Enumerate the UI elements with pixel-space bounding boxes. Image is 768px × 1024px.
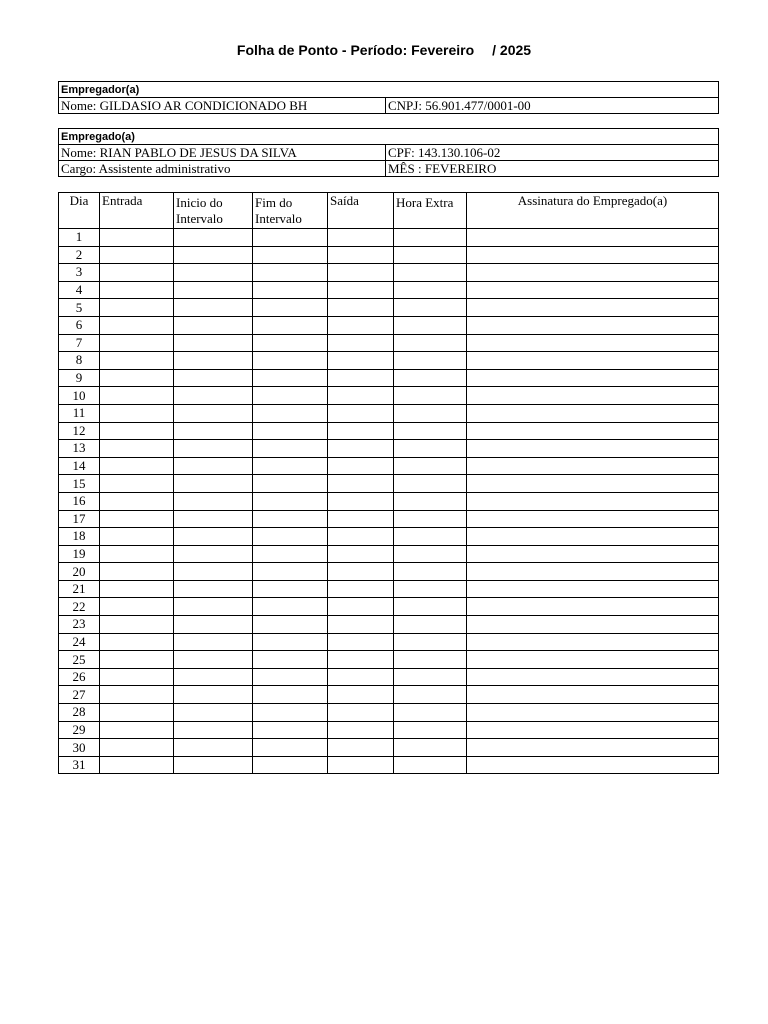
entrada-cell [100, 510, 174, 528]
fim-intervalo-cell [253, 528, 328, 546]
assinatura-cell [467, 492, 719, 510]
day-number: 1 [59, 229, 100, 247]
column-header-dia: Dia [59, 193, 100, 229]
column-header-hora-extra: Hora Extra [394, 193, 467, 229]
inicio-intervalo-cell [174, 668, 253, 686]
hora-extra-cell [394, 387, 467, 405]
fim-intervalo-cell [253, 756, 328, 774]
entrada-cell [100, 475, 174, 493]
inicio-intervalo-cell [174, 686, 253, 704]
saida-cell [328, 404, 394, 422]
table-row [59, 704, 719, 722]
timesheet-body [59, 229, 719, 774]
inicio-intervalo-cell [174, 281, 253, 299]
day-number: 15 [59, 475, 100, 493]
hora-extra-cell [394, 756, 467, 774]
day-number: 6 [59, 316, 100, 334]
day-number: 11 [59, 404, 100, 422]
inicio-intervalo-cell [174, 229, 253, 247]
entrada-cell [100, 316, 174, 334]
table-row [59, 721, 719, 739]
table-row [59, 492, 719, 510]
day-number: 23 [59, 616, 100, 634]
inicio-intervalo-cell [174, 422, 253, 440]
saida-cell [328, 528, 394, 546]
entrada-cell [100, 686, 174, 704]
assinatura-cell [467, 369, 719, 387]
hora-extra-cell [394, 264, 467, 282]
saida-cell [328, 668, 394, 686]
table-row [59, 334, 719, 352]
saida-cell [328, 422, 394, 440]
assinatura-cell [467, 580, 719, 598]
entrada-cell [100, 352, 174, 370]
day-number: 8 [59, 352, 100, 370]
day-number: 7 [59, 334, 100, 352]
assinatura-cell [467, 281, 719, 299]
inicio-intervalo-cell [174, 299, 253, 317]
saida-cell [328, 633, 394, 651]
inicio-intervalo-cell [174, 475, 253, 493]
assinatura-cell [467, 651, 719, 669]
entrada-cell [100, 264, 174, 282]
fim-intervalo-cell [253, 352, 328, 370]
employee-name: Nome: RIAN PABLO DE JESUS DA SILVA [59, 145, 386, 161]
hora-extra-cell [394, 352, 467, 370]
day-number: 18 [59, 528, 100, 546]
day-number: 5 [59, 299, 100, 317]
inicio-intervalo-cell [174, 651, 253, 669]
table-row [59, 668, 719, 686]
timesheet-table [58, 192, 719, 774]
entrada-cell [100, 739, 174, 757]
assinatura-cell [467, 528, 719, 546]
entrada-cell [100, 422, 174, 440]
entrada-cell [100, 404, 174, 422]
entrada-cell [100, 528, 174, 546]
hora-extra-cell [394, 281, 467, 299]
table-row [59, 633, 719, 651]
hora-extra-cell [394, 299, 467, 317]
fim-intervalo-cell [253, 229, 328, 247]
day-number: 12 [59, 422, 100, 440]
entrada-cell [100, 440, 174, 458]
inicio-intervalo-cell [174, 246, 253, 264]
table-row [59, 616, 719, 634]
day-number: 10 [59, 387, 100, 405]
fim-intervalo-cell [253, 686, 328, 704]
day-number: 27 [59, 686, 100, 704]
saida-cell [328, 704, 394, 722]
entrada-cell [100, 651, 174, 669]
hora-extra-cell [394, 651, 467, 669]
fim-intervalo-cell [253, 457, 328, 475]
fim-intervalo-cell [253, 633, 328, 651]
fim-intervalo-cell [253, 545, 328, 563]
entrada-cell [100, 299, 174, 317]
column-header-inicio-intervalo: Inicio do Intervalo [174, 193, 253, 229]
table-row [59, 457, 719, 475]
assinatura-cell [467, 422, 719, 440]
timesheet-header-row [59, 193, 719, 229]
inicio-intervalo-cell [174, 387, 253, 405]
fim-intervalo-cell [253, 387, 328, 405]
employee-month: MÊS : FEVEREIRO [386, 161, 719, 177]
entrada-cell [100, 387, 174, 405]
day-number: 14 [59, 457, 100, 475]
entrada-cell [100, 229, 174, 247]
assinatura-cell [467, 246, 719, 264]
table-row [59, 756, 719, 774]
fim-intervalo-cell [253, 316, 328, 334]
entrada-cell [100, 616, 174, 634]
hora-extra-cell [394, 668, 467, 686]
inicio-intervalo-cell [174, 316, 253, 334]
table-row [59, 316, 719, 334]
day-number: 31 [59, 756, 100, 774]
day-number: 24 [59, 633, 100, 651]
hora-extra-cell [394, 545, 467, 563]
assinatura-cell [467, 704, 719, 722]
saida-cell [328, 264, 394, 282]
saida-cell [328, 616, 394, 634]
hora-extra-cell [394, 229, 467, 247]
entrada-cell [100, 668, 174, 686]
day-number: 21 [59, 580, 100, 598]
saida-cell [328, 510, 394, 528]
title-year: / 2025 [492, 42, 532, 58]
title-text: Folha de Ponto - Período: Fevereiro [236, 42, 475, 58]
employee-cpf: CPF: 143.130.106-02 [386, 145, 719, 161]
assinatura-cell [467, 352, 719, 370]
fim-intervalo-cell [253, 264, 328, 282]
fim-intervalo-cell [253, 721, 328, 739]
hora-extra-cell [394, 369, 467, 387]
employer-cnpj: CNPJ: 56.901.477/0001-00 [386, 98, 719, 114]
fim-intervalo-cell [253, 369, 328, 387]
inicio-intervalo-cell [174, 528, 253, 546]
employer-name: Nome: GILDASIO AR CONDICIONADO BH [59, 98, 386, 114]
saida-cell [328, 457, 394, 475]
day-number: 20 [59, 563, 100, 581]
fim-intervalo-cell [253, 299, 328, 317]
fim-intervalo-cell [253, 492, 328, 510]
table-row [59, 387, 719, 405]
inicio-intervalo-cell [174, 563, 253, 581]
saida-cell [328, 563, 394, 581]
hora-extra-cell [394, 422, 467, 440]
saida-cell [328, 545, 394, 563]
table-row [59, 651, 719, 669]
hora-extra-cell [394, 510, 467, 528]
hora-extra-cell [394, 721, 467, 739]
fim-intervalo-cell [253, 404, 328, 422]
entrada-cell [100, 563, 174, 581]
hora-extra-cell [394, 563, 467, 581]
saida-cell [328, 229, 394, 247]
hora-extra-cell [394, 633, 467, 651]
saida-cell [328, 334, 394, 352]
entrada-cell [100, 457, 174, 475]
entrada-cell [100, 756, 174, 774]
assinatura-cell [467, 299, 719, 317]
inicio-intervalo-cell [174, 545, 253, 563]
day-number: 28 [59, 704, 100, 722]
table-row [59, 545, 719, 563]
column-header-assinatura: Assinatura do Empregado(a) [467, 193, 719, 229]
employee-heading: Empregado(a) [59, 129, 719, 145]
day-number: 13 [59, 440, 100, 458]
employer-section [58, 81, 719, 114]
entrada-cell [100, 281, 174, 299]
saida-cell [328, 369, 394, 387]
employee-role: Cargo: Assistente administrativo [59, 161, 386, 177]
column-header-fim-intervalo: Fim do Intervalo [253, 193, 328, 229]
assinatura-cell [467, 598, 719, 616]
saida-cell [328, 387, 394, 405]
day-number: 4 [59, 281, 100, 299]
page-title [0, 42, 768, 58]
assinatura-cell [467, 739, 719, 757]
assinatura-cell [467, 545, 719, 563]
assinatura-cell [467, 229, 719, 247]
assinatura-cell [467, 756, 719, 774]
table-row [59, 229, 719, 247]
fim-intervalo-cell [253, 651, 328, 669]
inicio-intervalo-cell [174, 492, 253, 510]
column-header-entrada: Entrada [100, 193, 174, 229]
table-row [59, 686, 719, 704]
assinatura-cell [467, 334, 719, 352]
entrada-cell [100, 633, 174, 651]
saida-cell [328, 598, 394, 616]
saida-cell [328, 651, 394, 669]
table-row [59, 422, 719, 440]
table-row [59, 369, 719, 387]
inicio-intervalo-cell [174, 756, 253, 774]
saida-cell [328, 475, 394, 493]
saida-cell [328, 686, 394, 704]
entrada-cell [100, 704, 174, 722]
fim-intervalo-cell [253, 334, 328, 352]
assinatura-cell [467, 686, 719, 704]
employer-heading: Empregador(a) [59, 82, 719, 98]
fim-intervalo-cell [253, 246, 328, 264]
saida-cell [328, 440, 394, 458]
entrada-cell [100, 334, 174, 352]
assinatura-cell [467, 668, 719, 686]
entrada-cell [100, 246, 174, 264]
table-row [59, 404, 719, 422]
day-number: 30 [59, 739, 100, 757]
table-row [59, 563, 719, 581]
fim-intervalo-cell [253, 668, 328, 686]
inicio-intervalo-cell [174, 616, 253, 634]
assinatura-cell [467, 721, 719, 739]
inicio-intervalo-cell [174, 633, 253, 651]
saida-cell [328, 316, 394, 334]
inicio-intervalo-cell [174, 457, 253, 475]
day-number: 26 [59, 668, 100, 686]
table-row [59, 475, 719, 493]
day-number: 25 [59, 651, 100, 669]
table-row [59, 580, 719, 598]
entrada-cell [100, 545, 174, 563]
fim-intervalo-cell [253, 739, 328, 757]
fim-intervalo-cell [253, 475, 328, 493]
assinatura-cell [467, 440, 719, 458]
hora-extra-cell [394, 246, 467, 264]
inicio-intervalo-cell [174, 352, 253, 370]
table-row [59, 528, 719, 546]
saida-cell [328, 246, 394, 264]
hora-extra-cell [394, 739, 467, 757]
fim-intervalo-cell [253, 440, 328, 458]
entrada-cell [100, 369, 174, 387]
day-number: 22 [59, 598, 100, 616]
assinatura-cell [467, 616, 719, 634]
assinatura-cell [467, 633, 719, 651]
saida-cell [328, 721, 394, 739]
inicio-intervalo-cell [174, 721, 253, 739]
hora-extra-cell [394, 457, 467, 475]
hora-extra-cell [394, 316, 467, 334]
table-row [59, 264, 719, 282]
assinatura-cell [467, 457, 719, 475]
entrada-cell [100, 492, 174, 510]
saida-cell [328, 352, 394, 370]
saida-cell [328, 756, 394, 774]
day-number: 3 [59, 264, 100, 282]
entrada-cell [100, 580, 174, 598]
table-row [59, 352, 719, 370]
assinatura-cell [467, 475, 719, 493]
saida-cell [328, 281, 394, 299]
inicio-intervalo-cell [174, 369, 253, 387]
hora-extra-cell [394, 616, 467, 634]
saida-cell [328, 580, 394, 598]
table-row [59, 246, 719, 264]
table-row [59, 440, 719, 458]
assinatura-cell [467, 404, 719, 422]
fim-intervalo-cell [253, 598, 328, 616]
saida-cell [328, 739, 394, 757]
column-header-saida: Saída [328, 193, 394, 229]
hora-extra-cell [394, 704, 467, 722]
hora-extra-cell [394, 580, 467, 598]
hora-extra-cell [394, 475, 467, 493]
inicio-intervalo-cell [174, 264, 253, 282]
employee-section [58, 128, 719, 177]
fim-intervalo-cell [253, 580, 328, 598]
day-number: 2 [59, 246, 100, 264]
hora-extra-cell [394, 492, 467, 510]
fim-intervalo-cell [253, 563, 328, 581]
fim-intervalo-cell [253, 281, 328, 299]
inicio-intervalo-cell [174, 404, 253, 422]
fim-intervalo-cell [253, 422, 328, 440]
assinatura-cell [467, 264, 719, 282]
hora-extra-cell [394, 528, 467, 546]
inicio-intervalo-cell [174, 440, 253, 458]
assinatura-cell [467, 563, 719, 581]
inicio-intervalo-cell [174, 739, 253, 757]
assinatura-cell [467, 316, 719, 334]
fim-intervalo-cell [253, 510, 328, 528]
fim-intervalo-cell [253, 616, 328, 634]
inicio-intervalo-cell [174, 580, 253, 598]
table-row [59, 598, 719, 616]
table-row [59, 299, 719, 317]
day-number: 29 [59, 721, 100, 739]
day-number: 19 [59, 545, 100, 563]
hora-extra-cell [394, 440, 467, 458]
table-row [59, 739, 719, 757]
day-number: 17 [59, 510, 100, 528]
hora-extra-cell [394, 404, 467, 422]
assinatura-cell [467, 510, 719, 528]
entrada-cell [100, 721, 174, 739]
fim-intervalo-cell [253, 704, 328, 722]
assinatura-cell [467, 387, 719, 405]
table-row [59, 510, 719, 528]
hora-extra-cell [394, 334, 467, 352]
saida-cell [328, 299, 394, 317]
entrada-cell [100, 598, 174, 616]
day-number: 9 [59, 369, 100, 387]
table-row [59, 281, 719, 299]
inicio-intervalo-cell [174, 334, 253, 352]
inicio-intervalo-cell [174, 510, 253, 528]
saida-cell [328, 492, 394, 510]
hora-extra-cell [394, 598, 467, 616]
hora-extra-cell [394, 686, 467, 704]
inicio-intervalo-cell [174, 704, 253, 722]
inicio-intervalo-cell [174, 598, 253, 616]
day-number: 16 [59, 492, 100, 510]
